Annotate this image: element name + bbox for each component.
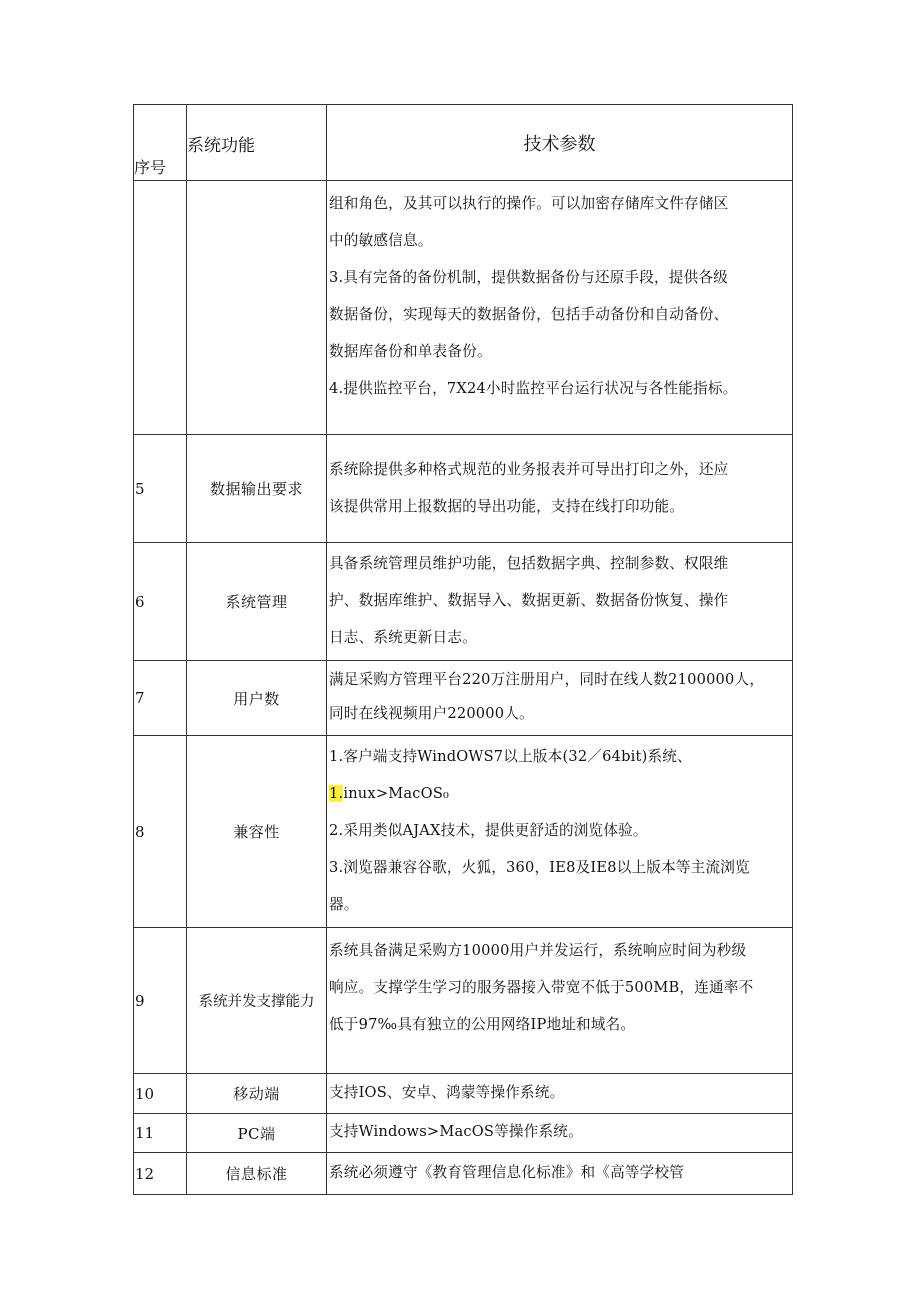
param-line: 系统除提供多种格式规范的业务报表并可导出打印之外，还应: [329, 460, 729, 478]
param-line: 数据备份，实现每天的数据备份，包括手动备份和自动备份、: [329, 306, 729, 323]
table-row: [134, 928, 793, 1074]
table-row: [134, 1074, 793, 1114]
row-params-cell: [327, 928, 793, 1074]
param-line: 日志、系统更新日志。: [329, 629, 477, 646]
param-text: inux>MacOS₀: [343, 785, 450, 802]
spec-table: [133, 104, 793, 1195]
table-row: [134, 661, 793, 736]
param-line: 支持IOS、安卓、鸿蒙等操作系统。: [329, 1083, 565, 1101]
table-row: [134, 435, 793, 543]
param-line: 具备系统管理员维护功能，包括数据字典、控制参数、权限维: [329, 555, 729, 572]
param-line: 满足采购方管理平台220万注册用户，同时在线人数2100000人，: [329, 671, 765, 688]
row-function: 用户数: [187, 661, 327, 736]
row-no: 10: [134, 1074, 187, 1114]
header-function: 系统功能: [187, 105, 327, 181]
param-line: 系统具备满足采购方10000用户并发运行，系统响应时间为秒级: [329, 942, 747, 959]
table-header-row: [134, 105, 793, 181]
row-function: 移动端: [187, 1074, 327, 1114]
row-params-cell: [327, 181, 793, 435]
table-row: [134, 1114, 793, 1153]
row-params-cell: [327, 435, 793, 543]
row-no: 6: [134, 543, 187, 661]
row-function: PC端: [187, 1114, 327, 1153]
row-params-cell: [327, 1153, 793, 1195]
param-line: 同时在线视频用户220000人。: [329, 705, 534, 722]
row-no: 11: [134, 1114, 187, 1153]
param-line: 4.提供监控平台，7X24小时监控平台运行状况与各性能指标。: [329, 380, 738, 397]
row-no-cell: [134, 181, 187, 435]
table-row: [134, 181, 793, 435]
param-line: 系统必须遵守《教育管理信息化标准》和《高等学校管: [329, 1163, 685, 1181]
table-row: [134, 1153, 793, 1195]
param-line: 该提供常用上报数据的导出功能，支持在线打印功能。: [329, 497, 685, 515]
param-line: 支持Windows>MacOS等操作系统。: [329, 1123, 583, 1140]
row-no: 8: [134, 736, 187, 928]
row-function: 数据输出要求: [187, 435, 327, 543]
row-function: 系统并发支撑能力: [187, 928, 327, 1074]
row-function-cell: [187, 181, 327, 435]
row-function: 系统管理: [187, 543, 327, 661]
row-params-cell: [327, 736, 793, 928]
row-params-cell: [327, 661, 793, 736]
header-no: 序号: [134, 105, 187, 181]
row-no: 12: [134, 1153, 187, 1195]
param-line: 2.采用类似AJAX技术，提供更舒适的浏览体验。: [329, 822, 648, 839]
param-line: 器。: [329, 896, 359, 913]
param-line: 护、数据库维护、数据导入、数据更新、数据备份恢复、操作: [329, 592, 729, 609]
row-params-cell: [327, 543, 793, 661]
param-line: 3.具有完备的备份机制，提供数据备份与还原手段，提供各级: [329, 269, 728, 286]
row-no: 9: [134, 928, 187, 1074]
param-line: 中的敏感信息。: [329, 232, 433, 249]
param-line: 1.客户端支持WindOWS7以上版本(32／64bit)系统、: [329, 748, 692, 765]
param-line: 响应。支撑学生学习的服务器接入带宽不低于500MB，连通率不: [329, 979, 754, 996]
table-row: [134, 543, 793, 661]
row-no: 7: [134, 661, 187, 736]
row-function: 兼容性: [187, 736, 327, 928]
table-row: [134, 736, 793, 928]
row-params-cell: [327, 1114, 793, 1153]
param-line: 组和角色，及其可以执行的操作。可以加密存储库文件存储区: [329, 195, 729, 212]
row-function: 信息标准: [187, 1153, 327, 1195]
header-params: 技术参数: [327, 105, 793, 181]
row-params-cell: [327, 1074, 793, 1114]
row-no: 5: [134, 435, 187, 543]
param-line: 3.浏览器兼容谷歌，火狐，360，IE8及IE8以上版本等主流浏览: [329, 859, 750, 876]
param-line: [329, 775, 792, 812]
param-line: 低于97‰具有独立的公用网络IP地址和域名。: [329, 1016, 636, 1033]
highlighted-text: 1.: [329, 785, 344, 802]
param-line: 数据库备份和单表备份。: [329, 343, 492, 360]
